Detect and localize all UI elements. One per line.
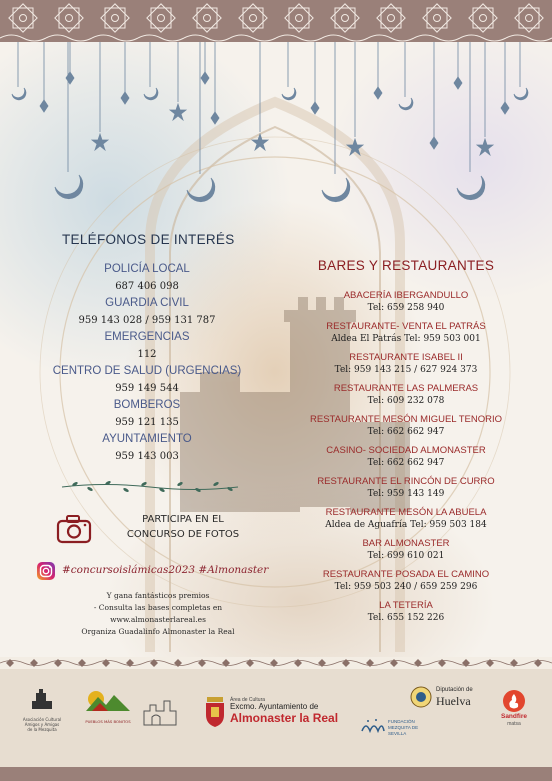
bar-detail: Tel: 662 662 947 <box>367 458 445 468</box>
info-line: Organiza Guadalinfo Almonaster la Real <box>81 627 235 636</box>
list-item <box>300 290 512 314</box>
phone-value: 959 121 135 <box>115 417 179 428</box>
list-item <box>300 476 512 500</box>
hashtags-row <box>36 561 269 581</box>
bar-name: LA TETERÍA <box>379 600 433 611</box>
bottom-band <box>0 767 552 781</box>
bar-detail: Tel: 959 143 149 <box>367 489 445 499</box>
castle-sketch-icon <box>140 697 180 727</box>
bar-detail: Tel: 609 232 078 <box>367 396 445 406</box>
phone-label: POLICÍA LOCAL <box>104 263 190 275</box>
phone-label: CENTRO DE SALUD (URGENCIAS) <box>52 365 242 377</box>
phone-value: 959 149 544 <box>115 383 179 394</box>
phone-label: GUARDIA CIVIL <box>105 297 189 309</box>
list-item <box>300 321 512 345</box>
telefonos-panel <box>52 232 242 465</box>
bar-name: ABACERÍA IBERGANDULLO <box>343 290 469 301</box>
list-item <box>300 600 512 624</box>
bar-detail: Tel: 662 662 947 <box>367 427 445 437</box>
contest-text <box>108 512 258 542</box>
huelva: Huelva <box>436 694 471 708</box>
bar-detail: Tel: 659 258 940 <box>367 303 445 313</box>
coat-of-arms-icon <box>204 697 226 727</box>
pueblos-text: PUEBLOS MÁS BONITOS <box>85 719 131 724</box>
asociacion-text: Asociación Cultural Amigos y Amigas de la Mezquita <box>22 717 62 732</box>
bar-detail: Tel: 959 143 215 / 627 924 373 <box>334 365 478 375</box>
matsa-text: matsa <box>507 721 521 727</box>
background-scene <box>0 42 552 657</box>
bares-title: BARES Y RESTAURANTES <box>317 258 495 273</box>
contest-info <box>58 590 258 638</box>
hashtag-text[interactable]: #concursoislámicas2023 #Almonaster <box>62 564 269 576</box>
list-item <box>300 445 512 469</box>
phone-value: 687 406 098 <box>115 281 179 292</box>
bottom-decorative-pattern <box>0 657 552 669</box>
list-item <box>300 352 512 376</box>
sandfire-flame-icon <box>502 689 526 713</box>
diputacion-crest-icon <box>410 685 432 709</box>
hanging-ornaments <box>12 42 528 202</box>
list-item <box>300 414 512 438</box>
pueblos-emblem-icon <box>84 685 132 715</box>
phone-label: EMERGENCIAS <box>104 331 190 343</box>
phone-label: AYUNTAMIENTO <box>102 433 192 445</box>
sponsors-band <box>0 669 552 767</box>
logo-asociacion <box>22 687 62 732</box>
photo-contest <box>56 512 256 546</box>
list-item <box>300 507 512 531</box>
telefonos-title: TELÉFONOS DE INTERÉS <box>62 232 235 247</box>
bar-name: RESTAURANTE POSADA EL CAMINO <box>322 569 490 580</box>
sandfire-text: Sandfire <box>500 713 527 720</box>
camera-icon <box>56 514 92 544</box>
arabic-calligraphy-icon <box>360 717 386 737</box>
contest-line2: CONCURSO DE FOTOS <box>126 529 240 540</box>
top-decorative-band <box>0 0 552 42</box>
info-line: Y gana fantásticos premios <box>106 591 210 600</box>
phone-value: 112 <box>137 349 157 360</box>
bar-detail: Aldea El Patrás Tel: 959 503 001 <box>331 334 481 344</box>
bar-detail: Tel: 699 610 021 <box>367 551 445 561</box>
bar-name: BAR ALMONASTER <box>362 538 450 549</box>
asociacion-emblem-icon <box>22 687 62 713</box>
almonaster-la-real: Almonaster la Real <box>230 711 339 725</box>
bar-name: RESTAURANTE- VENTA EL PATRÁS <box>326 321 486 332</box>
bar-name: CASINO- SOCIEDAD ALMONASTER <box>326 445 486 456</box>
area-cultura: Área de Cultura <box>230 697 266 703</box>
diputacion-de: Diputación de <box>436 687 473 693</box>
bar-detail: Tel: 959 503 240 / 659 259 296 <box>334 582 478 592</box>
fundacion-text: FUNDACIÓN MEZQUITA DE SEVILLA <box>388 719 419 736</box>
excmo-ayuntamiento: Excmo. Ayuntamiento de <box>230 702 319 711</box>
bar-detail: Aldea de Aguafría Tel: 959 503 184 <box>325 520 487 530</box>
bar-name: RESTAURANTE LAS PALMERAS <box>333 383 479 394</box>
list-item <box>300 569 512 593</box>
bar-name: RESTAURANTE MESÓN MIGUEL TENORIO <box>310 414 502 425</box>
vine-divider <box>60 480 240 494</box>
bar-name: RESTAURANTE EL RINCÓN DE CURRO <box>317 476 495 487</box>
list-item <box>300 538 512 562</box>
phone-value: 959 143 003 <box>115 451 179 462</box>
bar-name: RESTAURANTE MESÓN LA ABUELA <box>325 507 487 518</box>
list-item <box>300 383 512 407</box>
top-pattern <box>0 0 552 42</box>
bar-detail: Tel. 655 152 226 <box>367 613 445 623</box>
phone-label: BOMBEROS <box>113 399 181 411</box>
logo-pueblos <box>84 685 132 724</box>
bares-panel <box>300 258 512 631</box>
instagram-icon[interactable] <box>36 561 56 581</box>
logo-sandfire <box>494 689 534 727</box>
bar-name: RESTAURANTE ISABEL II <box>349 352 463 363</box>
phone-value: 959 143 028 / 959 131 787 <box>78 315 216 326</box>
contest-line1: PARTICIPA EN EL <box>142 514 224 525</box>
info-line: - Consulta las bases completas en <box>93 603 223 612</box>
info-line-website[interactable]: www.almonasterlareal.es <box>110 615 206 624</box>
logo-castle <box>140 697 180 731</box>
